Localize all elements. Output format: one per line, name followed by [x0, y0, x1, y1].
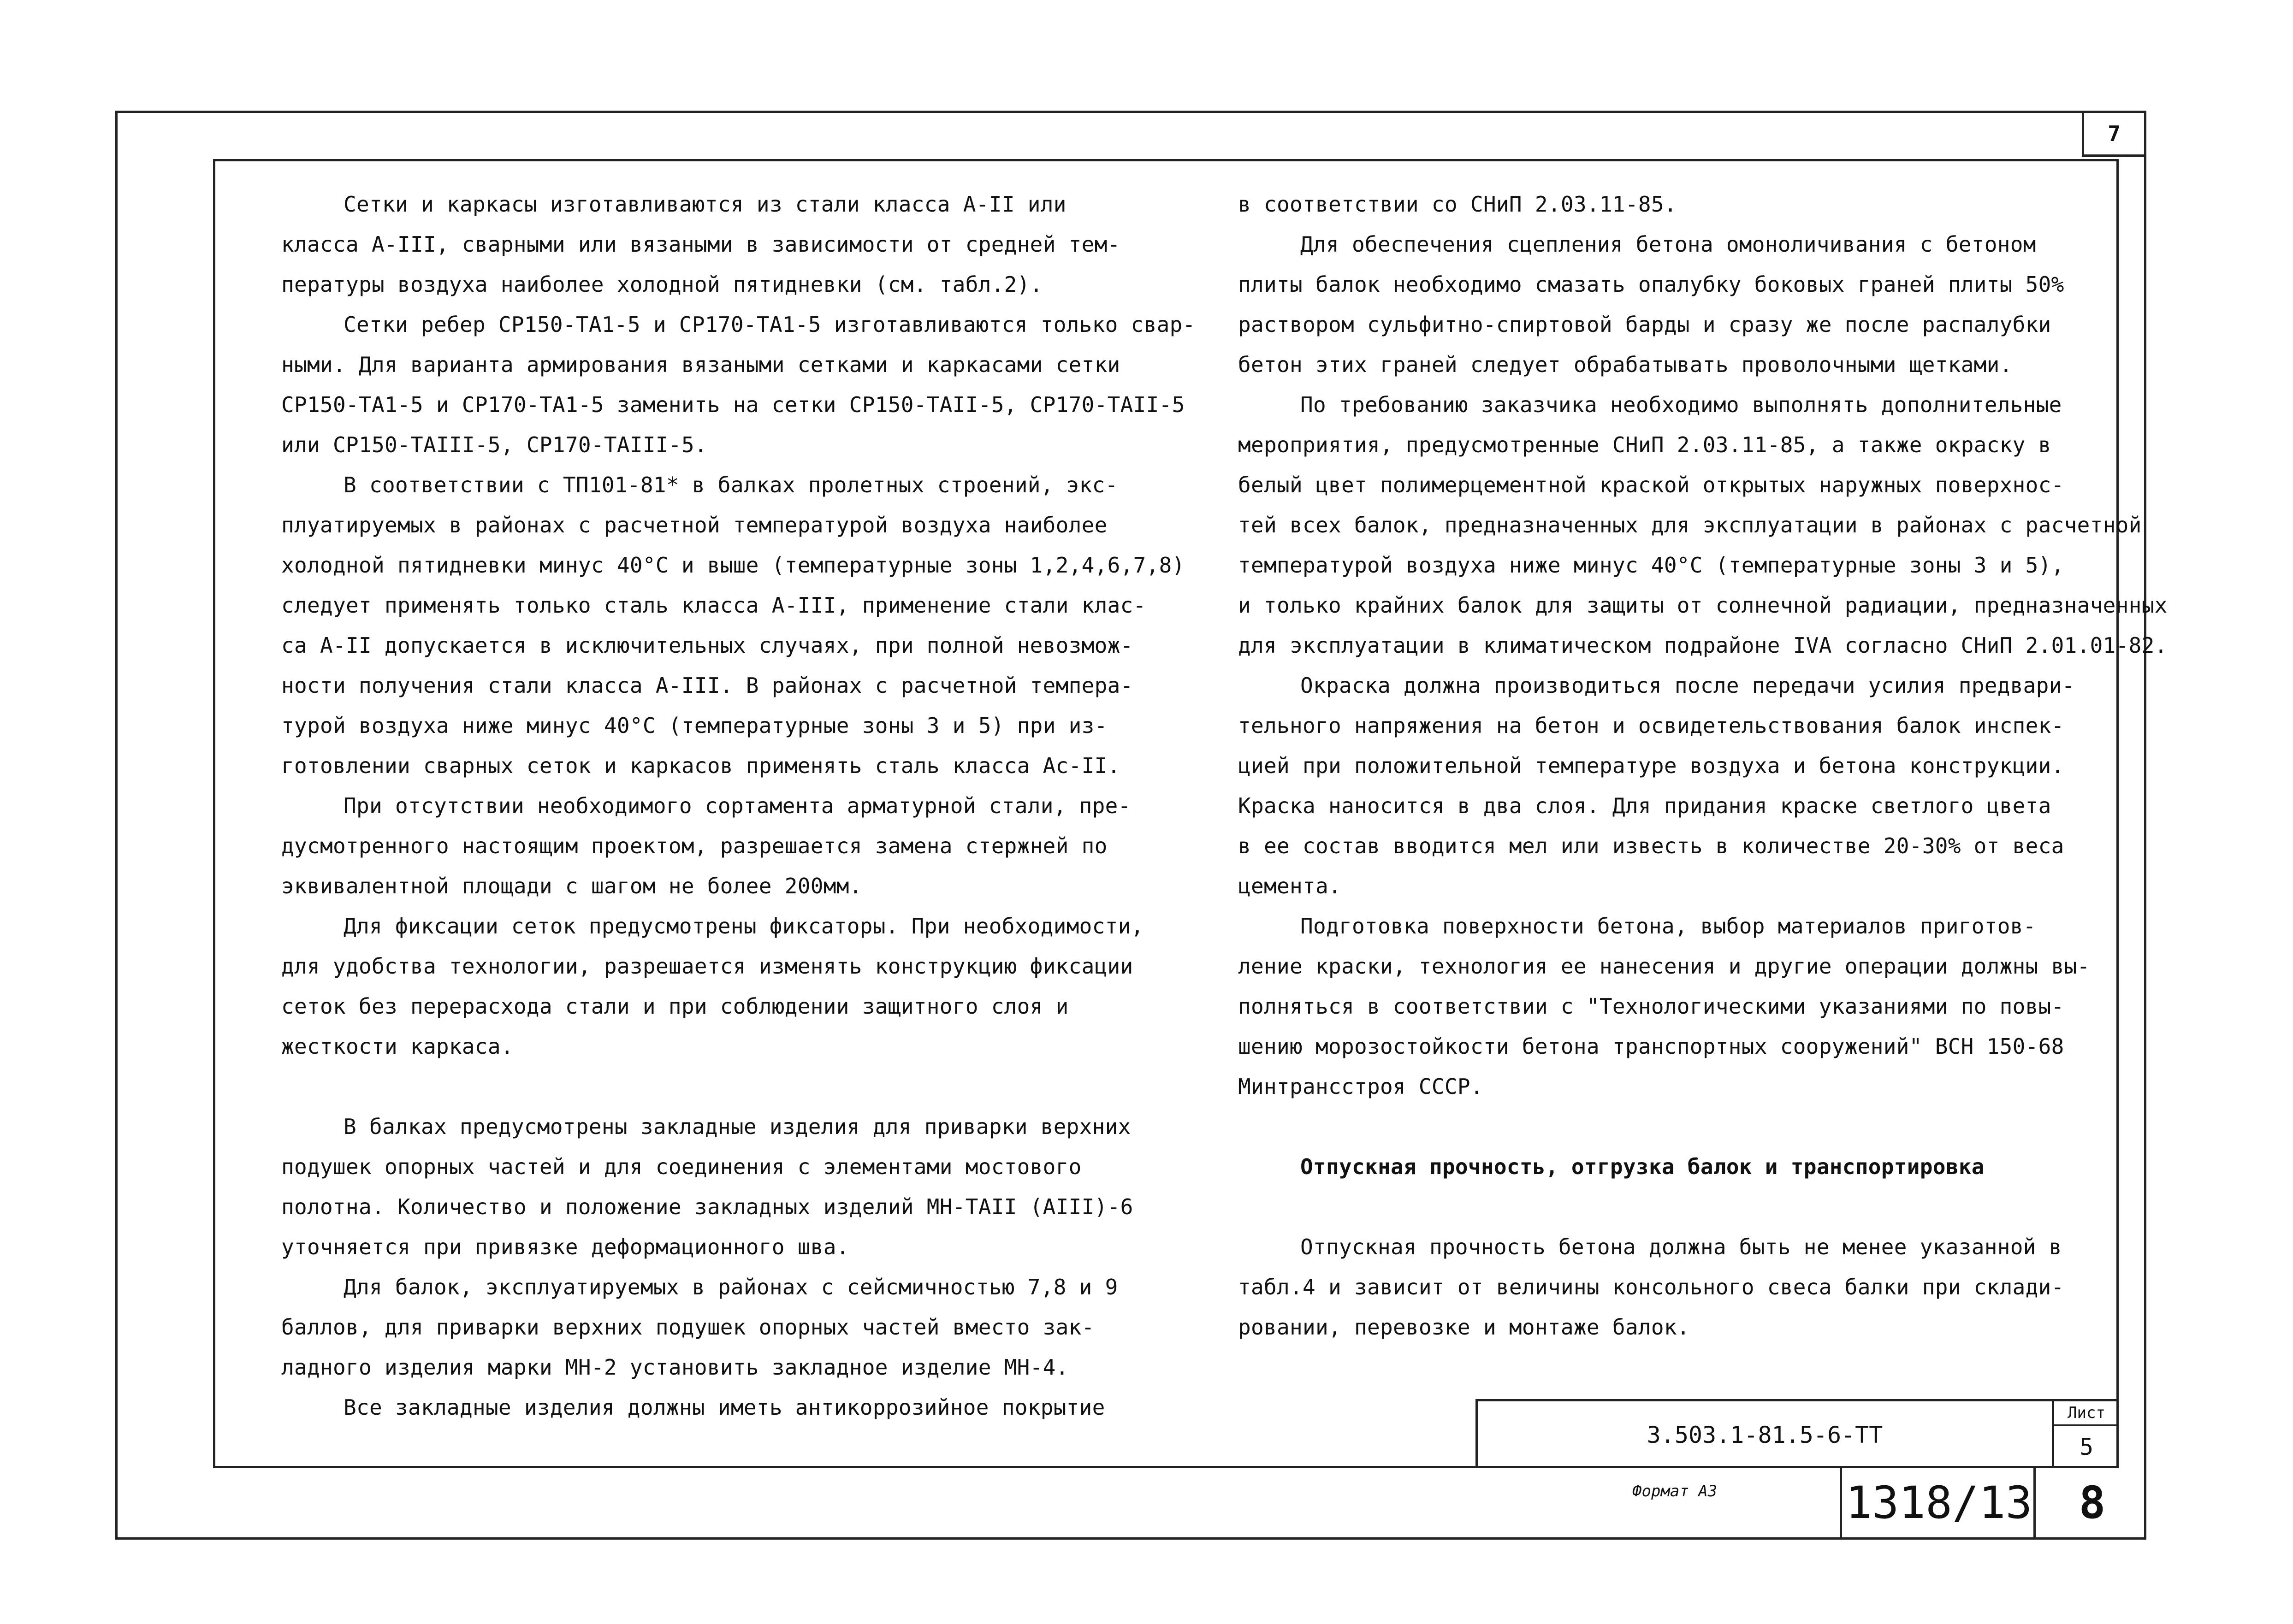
text-line: При отсутствии необходимого сортамента арматурной стали, пре-: [344, 793, 1131, 818]
text-line: в ее состав вводится мел или известь в количестве 20-30% от веса: [1238, 833, 2064, 858]
text-line: класса А-III, сварными или вязаными в зависимости от средней тем-: [281, 232, 1120, 257]
text-line: тей всех балок, предназначенных для эксплуатации в районах с расчетной: [1238, 513, 2142, 537]
sheet-number: 5: [2079, 1434, 2094, 1460]
text-line: турой воздуха ниже минус 40°С (температурные зоны 3 и 5) при из-: [281, 713, 1108, 738]
text-line: В соответствии с ТП101-81* в балках пролетных строений, экс-: [344, 472, 1118, 497]
text-line: Для фиксации сеток предусмотрены фиксаторы. При необходимости,: [344, 914, 1144, 939]
text-line: или СР150-ТАIII-5, СР170-ТАIII-5.: [281, 432, 707, 457]
text-line: раствором сульфитно-спиртовой барды и сразу же после распалубки: [1238, 312, 2051, 337]
text-line: жесткости каркаса.: [281, 1034, 514, 1059]
text-line: готовлении сварных сеток и каркасов применять сталь класса Ас-II.: [281, 753, 1120, 778]
text-line: Сетки и каркасы изготавливаются из стали класса А-II или: [344, 192, 1067, 217]
text-line: [1238, 1187, 2168, 1227]
text-line: В балках предусмотрены закладные изделия для приварки верхних: [344, 1114, 1131, 1139]
text-line: мероприятия, предусмотренные СНиП 2.03.11-85, а также окраску в: [1238, 432, 2051, 457]
text-line: ровании, перевозке и монтаже балок.: [1238, 1315, 1690, 1340]
text-line: плиты балок необходимо смазать опалубку боковых граней плиты 50%: [1238, 272, 2064, 297]
text-line: Сетки ребер СР150-ТА1-5 и СР170-ТА1-5 изготавливаются только свар-: [344, 312, 1196, 337]
text-line: ности получения стали класса А-III. В районах с расчетной темпера-: [281, 673, 1133, 698]
text-line: ладного изделия марки МН-2 установить закладное изделие МН-4.: [281, 1355, 1069, 1380]
format-label: Формат А3: [1632, 1482, 1718, 1500]
text-line: тельного напряжения на бетон и освидетельствования балок инспек-: [1238, 713, 2064, 738]
text-line: Окраска должна производиться после передачи усилия предвари-: [1300, 673, 2075, 698]
text-line: [281, 1067, 1196, 1107]
text-line: для эксплуатации в климатическом подрайоне IVA согласно СНиП 2.01.01-82.: [1238, 633, 2168, 658]
page-number: 8: [2033, 1468, 2149, 1537]
text-line: табл.4 и зависит от величины консольного свеса балки при склади-: [1238, 1275, 2064, 1299]
text-line: в соответствии со СНиП 2.03.11-85.: [1238, 192, 1677, 217]
text-line: баллов, для приварки верхних подушек опорных частей вместо зак-: [281, 1315, 1095, 1340]
text-line: Для балок, эксплуатируемых в районах с сейсмичностью 7,8 и 9: [344, 1275, 1118, 1299]
text-line: Краска наносится в два слоя. Для придания краске светлого цвета: [1238, 793, 2051, 818]
text-line: [1238, 1107, 2168, 1147]
text-line: подушек опорных частей и для соединения с элементами мостового: [281, 1154, 1082, 1179]
text-line: холодной пятидневки минус 40°С и выше (температурные зоны 1,2,4,6,7,8): [281, 553, 1185, 578]
text-line: По требованию заказчика необходимо выполнять дополнительные: [1300, 392, 2062, 417]
sheet-cell: [2052, 1401, 2121, 1468]
document-code: 3.503.1-81.5-6-ТТ: [1647, 1421, 1883, 1448]
text-line: Подготовка поверхности бетона, выбор материалов приготов-: [1300, 914, 2036, 939]
text-line: для удобства технологии, разрешается изменять конструкцию фиксации: [281, 954, 1133, 979]
text-line: Отпускная прочность бетона должна быть не менее указанной в: [1300, 1234, 2062, 1259]
text-line: эквивалентной площади с шагом не более 200мм.: [281, 874, 862, 898]
text-line: Все закладные изделия должны иметь антикоррозийное покрытие: [344, 1395, 1105, 1420]
text-line: температурой воздуха ниже минус 40°С (температурные зоны 3 и 5),: [1238, 553, 2064, 578]
text-line: цемента.: [1238, 874, 1341, 898]
text-line: дусмотренного настоящим проектом, разрешается замена стержней по: [281, 833, 1108, 858]
text-line: шению морозостойкости бетона транспортных сооружений" ВСН 150-68: [1238, 1034, 2064, 1059]
text-line: пературы воздуха наиболее холодной пятидневки (см. табл.2).: [281, 272, 1043, 297]
bottom-id-row: [1840, 1468, 2146, 1540]
text-line: плуатируемых в районах с расчетной температурой воздуха наиболее: [281, 513, 1108, 537]
text-line: и только крайних балок для защиты от солнечной радиации, предназначенных: [1238, 593, 2168, 618]
text-line: бетон этих граней следует обрабатывать проволочными щетками.: [1238, 352, 2013, 377]
text-line: полняться в соответствии с "Технологическими указаниями по повы-: [1238, 994, 2064, 1019]
text-line: Для обеспечения сцепления бетона омоноличивания с бетоном: [1300, 232, 2036, 257]
text-line: Минтрансстроя СССР.: [1238, 1074, 1483, 1099]
sheet-label: Лист: [2054, 1401, 2119, 1426]
text-line: ление краски, технология ее нанесения и другие операции должны вы-: [1238, 954, 2090, 979]
text-line: сеток без перерасхода стали и при соблюдении защитного слоя и: [281, 994, 1069, 1019]
text-line: са А-II допускается в исключительных случаях, при полной невозмож-: [281, 633, 1133, 658]
text-line: белый цвет полимерцементной краской открытых наружных поверхнос-: [1238, 472, 2064, 497]
text-line: следует применять только сталь класса А-III, применение стали клас-: [281, 593, 1146, 618]
section-heading: Отпускная прочность, отгрузка балок и транспортировка: [1300, 1154, 1985, 1179]
left-text-column: [281, 184, 1196, 1428]
text-line: цией при положительной температуре воздуха и бетона конструкции.: [1238, 753, 2064, 778]
text-line: уточняется при привязке деформационного шва.: [281, 1234, 849, 1259]
right-text-column: [1238, 184, 2168, 1347]
text-line: ными. Для варианта армирования вязаными сетками и каркасами сетки: [281, 352, 1120, 377]
title-stamp: [1475, 1399, 2119, 1468]
corner-number: 7: [2082, 111, 2146, 157]
text-line: СР150-ТА1-5 и СР170-ТА1-5 заменить на сетки СР150-ТАII-5, СР170-ТАII-5: [281, 392, 1185, 417]
drawing-number: 1318/13: [1840, 1468, 2036, 1537]
text-line: полотна. Количество и положение закладных изделий МН-ТАII (АIII)-6: [281, 1194, 1133, 1219]
